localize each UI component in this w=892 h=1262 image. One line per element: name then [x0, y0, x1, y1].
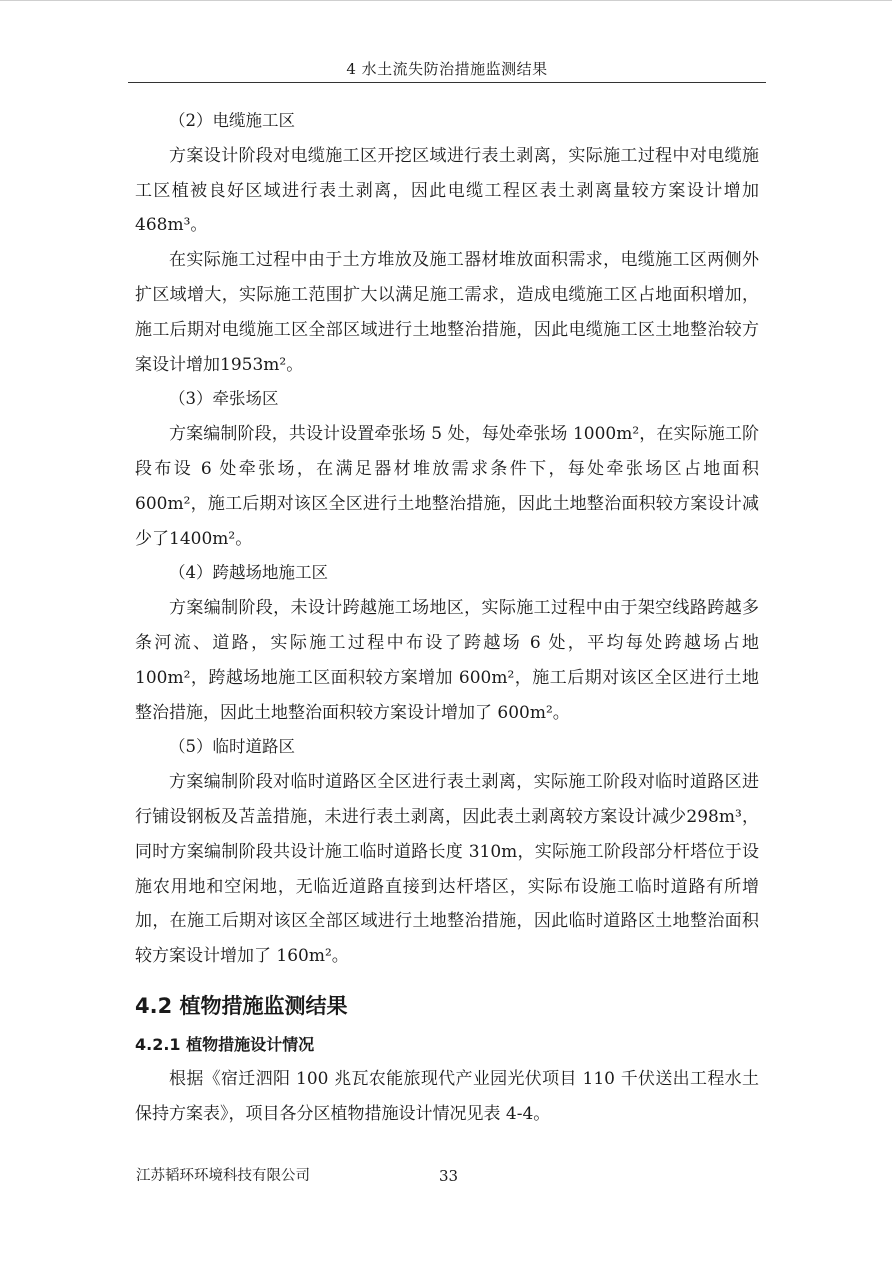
page-body [135, 104, 759, 1132]
section-title-4-2: 4.2 植物措施监测结果 [135, 993, 348, 1018]
paragraph: 方案编制阶段，共设计设置牵张场 5 处，每处牵张场 1000m²，在实际施工阶段布设 6 处牵张场，在满足器材堆放需求条件下，每处牵张场区占地面积 600m²，施工后期对该区全区进行土地整治措施，因此土地整治面积较方案设计减少了1400m²。 [135, 424, 759, 549]
paragraph: 在实际施工过程中由于土方堆放及施工器材堆放面积需求，电缆施工区两侧外扩区域增大，实际施工范围扩大以满足施工需求，造成电缆施工区占地面积增加，施工后期对电缆施工区全部区域进行土地整治措施，因此电缆施工区土地整治较方案设计增加1953m²。 [135, 250, 759, 375]
page-number: 33 [439, 1167, 459, 1185]
footer-company-name: 江苏韬环环境科技有限公司 [136, 1168, 310, 1184]
running-header: 4 水土流失防治措施监测结果 [346, 60, 548, 78]
paragraph: 方案设计阶段对电缆施工区开挖区域进行表土剥离，实际施工过程中对电缆施工区植被良好区域进行表土剥离，因此电缆工程区表土剥离量较方案设计增加468m³。 [135, 145, 759, 236]
paragraph: 方案编制阶段对临时道路区全区进行表土剥离，实际施工阶段对临时道路区进行铺设钢板及苫盖措施，未进行表土剥离，因此表土剥离较方案设计减少298m³，同时方案编制阶段共设计施工临时道路长度 310m，实际施工阶段部分杆塔位于设施农用地和空闲地，无临近道路直接到达杆塔区，实际布设施工临时道路有所增加，在施工后期对该区全部区域进行土地整治措施，因此临时道路区土地整治面积较方案设计增加了 160m²。 [135, 772, 759, 967]
subsection-heading-temp-road: （5）临时道路区 [169, 737, 295, 757]
subsection-heading-tension-field: （3）牵张场区 [169, 389, 279, 409]
subsection-heading-cable: （2）电缆施工区 [169, 111, 295, 130]
page-top-border [0, 0, 892, 1]
paragraph: 根据《宿迁泗阳 100 兆瓦农能旅现代产业园光伏项目 110 千伏送出工程水土保持方案表》，项目各分区植物措施设计情况见表 4-4。 [135, 1068, 759, 1124]
header-divider [128, 82, 766, 83]
section-title-4-2-1: 4.2.1 植物措施设计情况 [135, 1034, 315, 1054]
subsection-heading-crossing-area: （4）跨越场地施工区 [169, 563, 328, 583]
paragraph: 方案编制阶段，未设计跨越施工场地区，实际施工过程中由于架空线路跨越多条河流、道路，实际施工过程中布设了跨越场 6 处，平均每处跨越场占地 100m²，跨越场地施工区面积较方案增加 600m²，施工后期对该区全区进行土地整治措施，因此土地整治面积较方案设计增加了 600m²。 [135, 598, 759, 723]
